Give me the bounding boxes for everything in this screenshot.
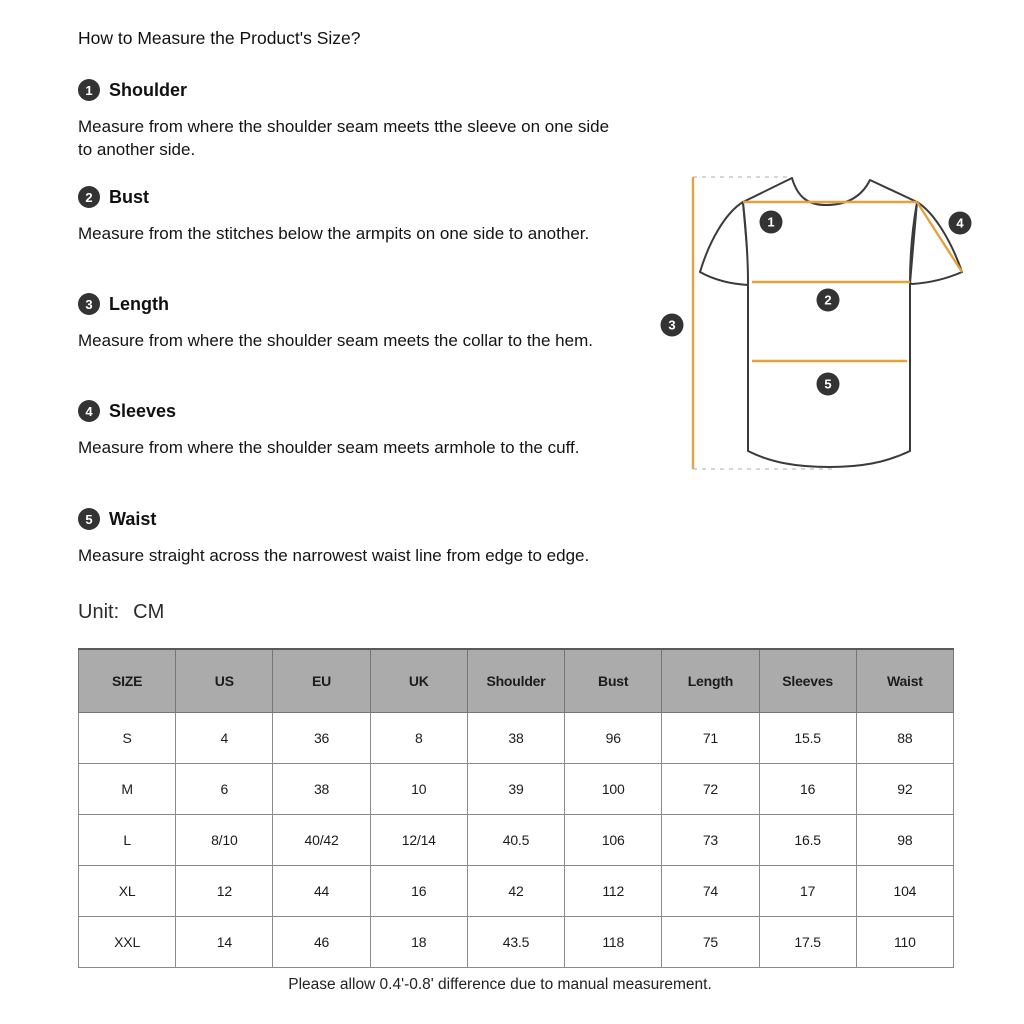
table-cell: XXL (79, 917, 176, 968)
table-cell: L (79, 815, 176, 866)
table-cell: 8 (370, 713, 467, 764)
table-cell: 118 (565, 917, 662, 968)
table-cell: 42 (467, 866, 564, 917)
table-cell: 44 (273, 866, 370, 917)
table-cell: 18 (370, 917, 467, 968)
marker-1-number: 1 (767, 214, 775, 230)
step-2-description: Measure from the stitches below the armpits on one side to another. (78, 224, 590, 243)
step-5-description: Measure straight across the narrowest waist line from edge to edge. (78, 546, 590, 565)
table-cell: 88 (856, 713, 953, 764)
step-5-badge: 5 (78, 508, 100, 530)
table-cell: 73 (662, 815, 759, 866)
table-cell: 74 (662, 866, 759, 917)
header-size: SIZE (79, 649, 176, 713)
header-length: Length (662, 649, 759, 713)
table-cell: 75 (662, 917, 759, 968)
table-cell: 110 (856, 917, 953, 968)
measurement-note: Please allow 0.4'-0.8' difference due to manual measurement. (288, 976, 712, 993)
step-4-description: Measure from where the shoulder seam meets armhole to the cuff. (78, 438, 580, 457)
header-shoulder: Shoulder (467, 649, 564, 713)
table-row-m (79, 764, 954, 815)
diagram-marker-5 (817, 373, 840, 396)
table-cell: 106 (565, 815, 662, 866)
table-cell: 8/10 (176, 815, 273, 866)
table-cell: 96 (565, 713, 662, 764)
size-table (78, 648, 954, 968)
marker-5-number: 5 (824, 376, 832, 392)
table-row-l (79, 815, 954, 866)
unit-row (78, 601, 164, 624)
table-cell: S (79, 713, 176, 764)
step-1-label: Shoulder (109, 79, 188, 100)
step-1-description: Measure from where the shoulder seam meets tthe sleeve on one side to another side. (78, 117, 610, 159)
table-cell: 40.5 (467, 815, 564, 866)
table-cell: 46 (273, 917, 370, 968)
step-waist (78, 508, 156, 530)
step-1-badge: 1 (78, 79, 100, 101)
header-waist: Waist (856, 649, 953, 713)
table-cell: 38 (273, 764, 370, 815)
step-4-label: Sleeves (109, 400, 177, 421)
step-3-label: Length (109, 293, 169, 314)
table-cell: 4 (176, 713, 273, 764)
header-eu: EU (273, 649, 370, 713)
table-cell: 17 (759, 866, 856, 917)
table-cell: 16 (759, 764, 856, 815)
table-cell: 12/14 (370, 815, 467, 866)
table-cell: 12 (176, 866, 273, 917)
table-cell: XL (79, 866, 176, 917)
tshirt-diagram (640, 155, 1024, 495)
table-cell: 15.5 (759, 713, 856, 764)
step-3-description: Measure from where the shoulder seam meets the collar to the hem. (78, 331, 593, 350)
table-cell: 100 (565, 764, 662, 815)
header-us: US (176, 649, 273, 713)
header-uk: UK (370, 649, 467, 713)
marker-3-number: 3 (668, 317, 676, 333)
step-3-badge: 3 (78, 293, 100, 315)
marker-2-number: 2 (824, 292, 832, 308)
step-2-label: Bust (109, 186, 149, 207)
table-cell: 72 (662, 764, 759, 815)
step-2-badge: 2 (78, 186, 100, 208)
page-title: How to Measure the Product's Size? (78, 28, 361, 48)
unit-label: Unit: (78, 601, 120, 623)
table-cell: 43.5 (467, 917, 564, 968)
table-cell: 104 (856, 866, 953, 917)
step-length (78, 293, 169, 315)
table-cell: 39 (467, 764, 564, 815)
table-cell: M (79, 764, 176, 815)
step-shoulder (78, 79, 187, 101)
step-4-badge: 4 (78, 400, 100, 422)
table-row-xl (79, 866, 954, 917)
step-5-label: Waist (109, 508, 157, 529)
table-cell: 98 (856, 815, 953, 866)
header-bust: Bust (565, 649, 662, 713)
table-cell: 38 (467, 713, 564, 764)
table-cell: 112 (565, 866, 662, 917)
table-cell: 16 (370, 866, 467, 917)
unit-value: CM (133, 601, 165, 623)
diagram-marker-4 (949, 212, 972, 235)
table-cell: 71 (662, 713, 759, 764)
table-row-xxl (79, 917, 954, 968)
table-cell: 40/42 (273, 815, 370, 866)
diagram-marker-1 (760, 211, 783, 234)
table-cell: 16.5 (759, 815, 856, 866)
diagram-marker-3 (661, 314, 684, 337)
table-cell: 10 (370, 764, 467, 815)
tshirt-left-sleeve (700, 202, 750, 285)
marker-4-number: 4 (956, 215, 964, 231)
table-row-s (79, 713, 954, 764)
table-cell: 36 (273, 713, 370, 764)
table-cell: 14 (176, 917, 273, 968)
size-table-header-row (79, 649, 954, 713)
table-cell: 92 (856, 764, 953, 815)
table-cell: 17.5 (759, 917, 856, 968)
step-bust (78, 186, 149, 208)
step-sleeves (78, 400, 176, 422)
diagram-marker-2 (817, 289, 840, 312)
table-cell: 6 (176, 764, 273, 815)
header-sleeves: Sleeves (759, 649, 856, 713)
